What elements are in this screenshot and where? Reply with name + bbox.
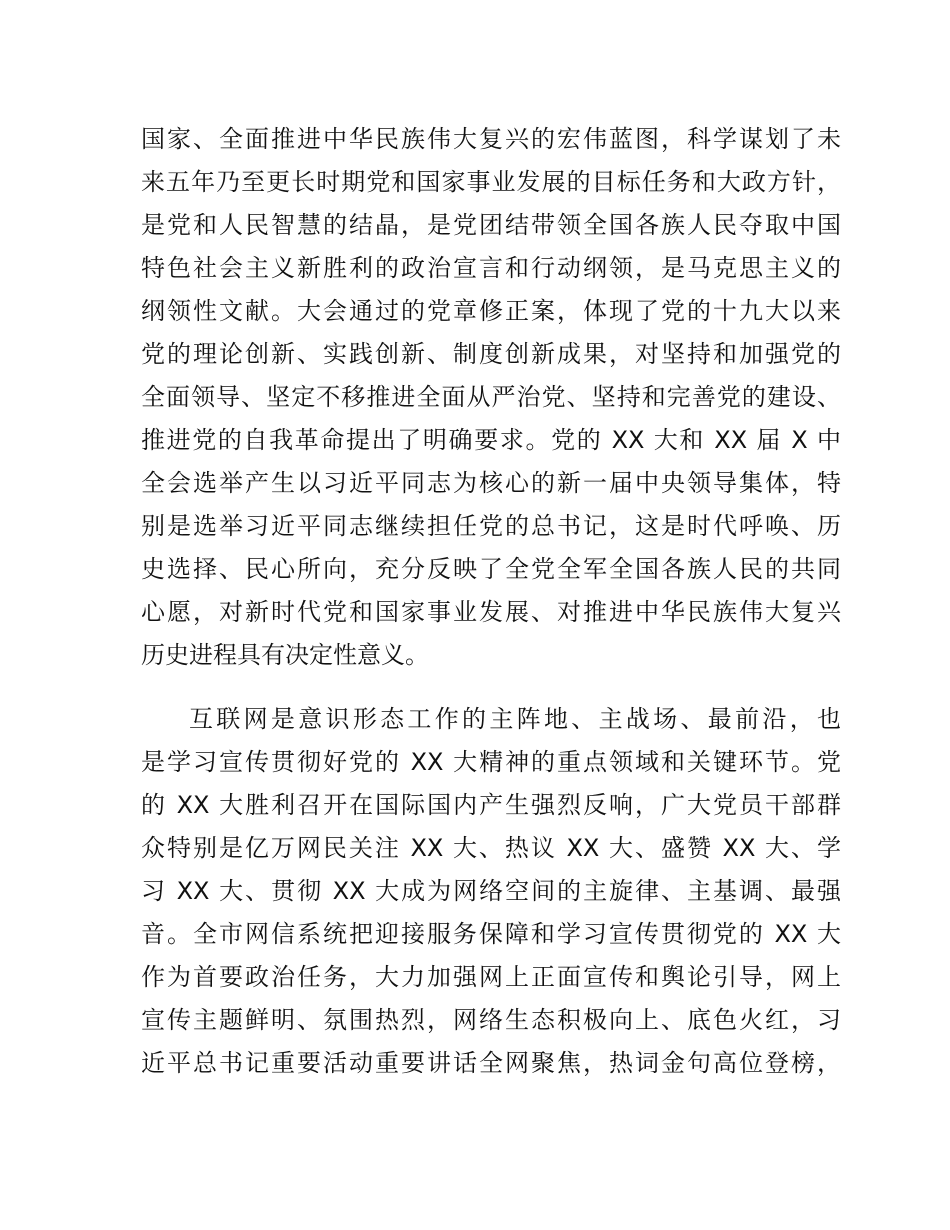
text-line: 全会选举产生以习近平同志为核心的新一届中央领导集体，特 bbox=[141, 469, 841, 497]
text-line: 互联网是意识形态工作的主阵地、主战场、最前沿，也 bbox=[189, 705, 841, 733]
text-line: 别是选举习近平同志继续担任党的总书记，这是时代呼唤、历 bbox=[141, 512, 841, 540]
text-line: 是学习宣传贯彻好党的 XX 大精神的重点领域和关键环节。党 bbox=[141, 748, 841, 776]
text-line: 全面领导、坚定不移推进全面从严治党、坚持和完善党的建设、 bbox=[141, 383, 841, 411]
text-line: 史选择、民心所向，充分反映了全党全军全国各族人民的共同 bbox=[141, 555, 841, 583]
text-line: 音。全市网信系统把迎接服务保障和学习宣传贯彻党的 XX 大 bbox=[141, 920, 841, 948]
text-line: 作为首要政治任务，大力加强网上正面宣传和舆论引导，网上 bbox=[141, 963, 841, 991]
text-line: 国家、全面推进中华民族伟大复兴的宏伟蓝图，科学谋划了未 bbox=[141, 125, 841, 153]
text-line: 来五年乃至更长时期党和国家事业发展的目标任务和大政方针， bbox=[141, 168, 841, 196]
text-line: 纲领性文献。大会通过的党章修正案，体现了党的十九大以来 bbox=[141, 297, 841, 325]
text-line: 的 XX 大胜利召开在国际国内产生强烈反响，广大党员干部群 bbox=[141, 791, 841, 819]
text-line: 推进党的自我革命提出了明确要求。党的 XX 大和 XX 届 X 中 bbox=[141, 426, 841, 454]
text-line: 众特别是亿万网民关注 XX 大、热议 XX 大、盛赞 XX 大、学 bbox=[141, 834, 841, 862]
paragraph-2 bbox=[141, 698, 841, 1085]
text-line: 是党和人民智慧的结晶，是党团结带领全国各族人民夺取中国 bbox=[141, 211, 841, 239]
text-line: 宣传主题鲜明、氛围热烈，网络生态积极向上、底色火红，习 bbox=[141, 1006, 841, 1034]
text-line: 近平总书记重要活动重要讲话全网聚焦，热词金句高位登榜， bbox=[141, 1049, 841, 1077]
text-line: 党的理论创新、实践创新、制度创新成果，对坚持和加强党的 bbox=[141, 340, 841, 368]
text-line: 特色社会主义新胜利的政治宣言和行动纲领，是马克思主义的 bbox=[141, 254, 841, 282]
text-line: 习 XX 大、贯彻 XX 大成为网络空间的主旋律、主基调、最强 bbox=[141, 877, 841, 905]
text-line: 历史进程具有决定性意义。 bbox=[141, 641, 429, 669]
paragraph-1 bbox=[141, 118, 841, 677]
text-line: 心愿，对新时代党和国家事业发展、对推进中华民族伟大复兴 bbox=[141, 598, 841, 626]
